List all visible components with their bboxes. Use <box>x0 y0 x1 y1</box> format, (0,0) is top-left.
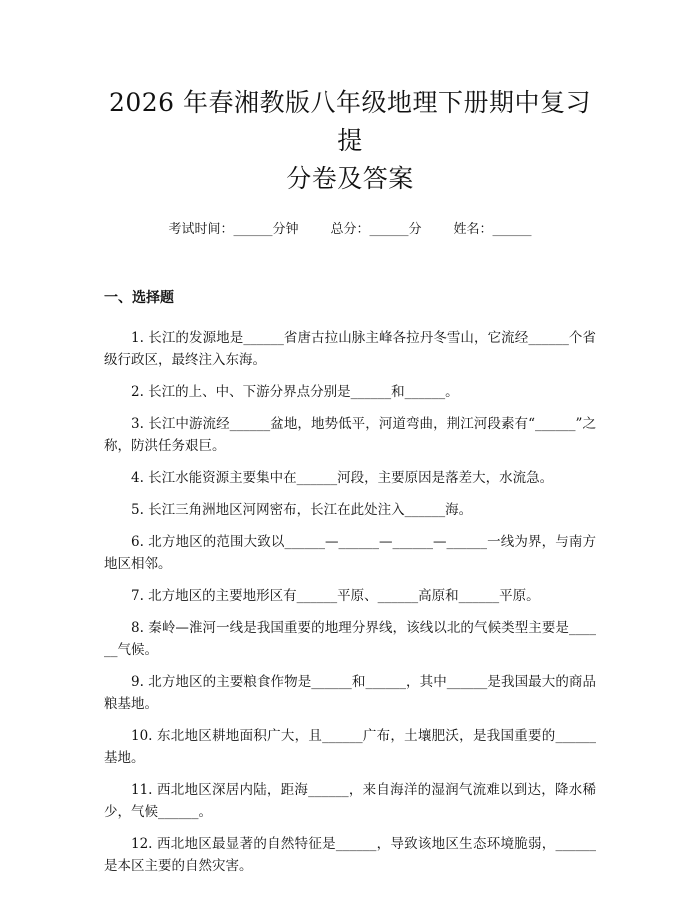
question-list <box>104 327 596 877</box>
title-line-1: 2026 年春湘教版八年级地理下册期中复习提 <box>108 88 592 155</box>
total-score: 总分：______分 <box>330 222 422 237</box>
question-7: 7. 北方地区的主要地形区有______平原、______高原和______平原。 <box>131 588 540 604</box>
question-10: 10. 东北地区耕地面积广大，且______广布，土壤肥沃，是我国重要的______基地。 <box>104 728 596 766</box>
question-11: 11. 西北地区深居内陆，距海______，来自海洋的湿润气流难以到达，降水稀少，气候______。 <box>104 782 596 820</box>
student-name: 姓名：______ <box>453 222 532 237</box>
question-4: 4. 长江水能资源主要集中在______河段，主要原因是落差大，水流急。 <box>131 470 554 486</box>
exam-time: 考试时间：______分钟 <box>168 222 299 237</box>
question-9: 9. 北方地区的主要粮食作物是______和______，其中______是我国最大的商品粮基地。 <box>104 674 596 712</box>
section-title: 一、选择题 <box>104 290 174 306</box>
question-12: 12. 西北地区最显著的自然特征是______，导致该地区生态环境脆弱，______是本区主要的自然灾害。 <box>104 836 596 874</box>
question-2: 2. 长江的上、中、下游分界点分别是______和______。 <box>131 384 459 400</box>
exam-info <box>104 221 596 239</box>
question-6: 6. 北方地区的范围大致以______—______—______—______一线为界，与南方地区相邻。 <box>104 534 596 572</box>
page-title <box>104 0 596 198</box>
question-5: 5. 长江三角洲地区河网密布，长江在此处注入______海。 <box>131 502 473 518</box>
question-8: 8. 秦岭—淮河一线是我国重要的地理分界线，该线以北的气候类型主要是______气候。 <box>104 620 596 658</box>
title-line-2: 分卷及答案 <box>286 164 414 193</box>
question-3: 3. 长江中游流经______盆地，地势低平，河道弯曲，荆江河段素有“______”之称，防洪任务艰巨。 <box>104 416 596 454</box>
question-1: 1. 长江的发源地是______省唐古拉山脉主峰各拉丹冬雪山，它流经______个省级行政区，最终注入东海。 <box>104 330 596 368</box>
